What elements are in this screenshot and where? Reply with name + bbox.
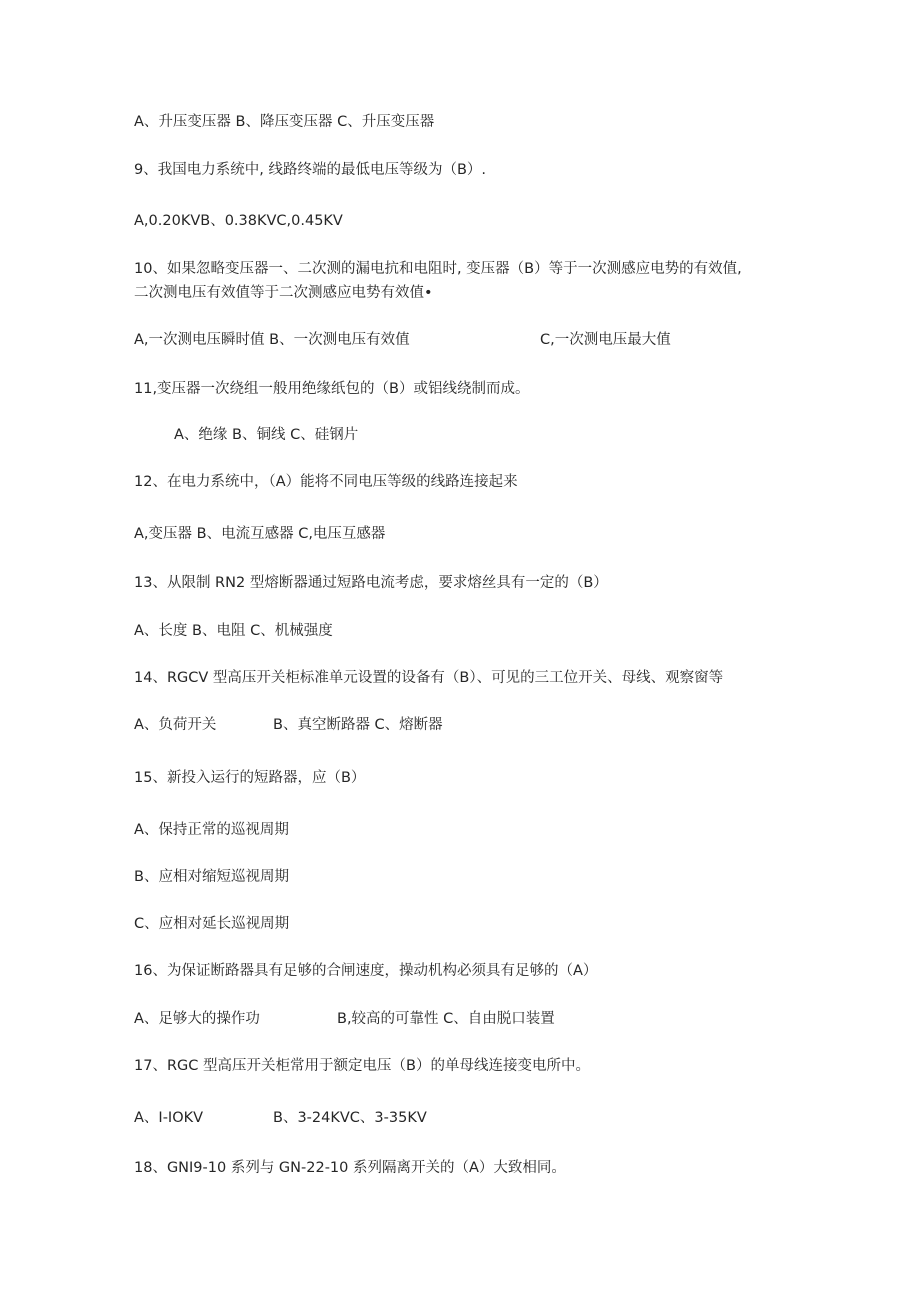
- question-10-options-ab: A,一次测电压瞬时值 B、一次测电压有效值: [134, 332, 410, 348]
- question-15-option-c: C、应相对延长巡视周期: [134, 916, 290, 932]
- question-17: 17、RGC 型高压开关柜常用于额定电压（B）的单母线连接变电所中。: [134, 1058, 590, 1074]
- question-13-options: A、长度 B、电阻 C、机械强度: [134, 623, 333, 639]
- question-10-option-c: C,一次测电压最大值: [540, 332, 671, 348]
- question-15-option-b: B、应相对缩短巡视周期: [134, 869, 289, 885]
- question-9: 9、我国电力系统中, 线路终端的最低电压等级为（B）.: [134, 162, 486, 178]
- question-16-options-bc: B,较高的可靠性 C、自由脱口装置: [337, 1011, 555, 1027]
- question-12: 12、在电力系统中，（A）能将不同电压等级的线路连接起来: [134, 474, 518, 490]
- question-13: 13、从限制 RN2 型熔断器通过短路电流考虑，要求熔丝具有一定的（B）: [134, 575, 608, 591]
- question-16: 16、为保证断路器具有足够的合闸速度，操动机构必须具有足够的（A）: [134, 963, 598, 979]
- question-18: 18、GNI9-10 系列与 GN-22-10 系列隔离开关的（A）大致相同。: [134, 1160, 566, 1176]
- question-14: 14、RGCV 型高压开关柜标准单元设置的设备有（B）、可见的三工位开关、母线、观察窗等: [134, 670, 724, 686]
- question-17-option-a: A、I-IOKV: [134, 1110, 204, 1126]
- question-17-options-bc: B、3-24KVC、3-35KV: [273, 1110, 427, 1126]
- question-14-option-a: A、负荷开关: [134, 717, 217, 733]
- question-11: 11,变压器一次绕组一般用绝缘纸包的（B）或铝线绕制而成。: [134, 381, 530, 397]
- question-14-options-bc: B、真空断路器 C、熔断器: [273, 717, 443, 733]
- question-11-options: A、绝缘 B、铜线 C、硅钢片: [174, 427, 359, 443]
- question-15-option-a: A、保持正常的巡视周期: [134, 822, 289, 838]
- question-10-line-2: 二次测电压有效值等于二次测感应电势有效值•: [134, 285, 433, 301]
- answer-options-line: A、升压变压器 B、降压变压器 C、升压变压器: [134, 114, 435, 130]
- question-16-option-a: A、足够大的操作功: [134, 1011, 260, 1027]
- question-10-line-1: 10、如果忽略变压器一、二次测的漏电抗和电阻时, 变压器（B）等于一次测感应电势的有效值,: [134, 261, 742, 277]
- question-12-options: A,变压器 B、电流互感器 C,电压互感器: [134, 526, 386, 542]
- question-15: 15、新投入运行的短路器，应（B）: [134, 770, 366, 786]
- question-9-options: A,0.20KVB、0.38KVC,0.45KV: [134, 213, 343, 229]
